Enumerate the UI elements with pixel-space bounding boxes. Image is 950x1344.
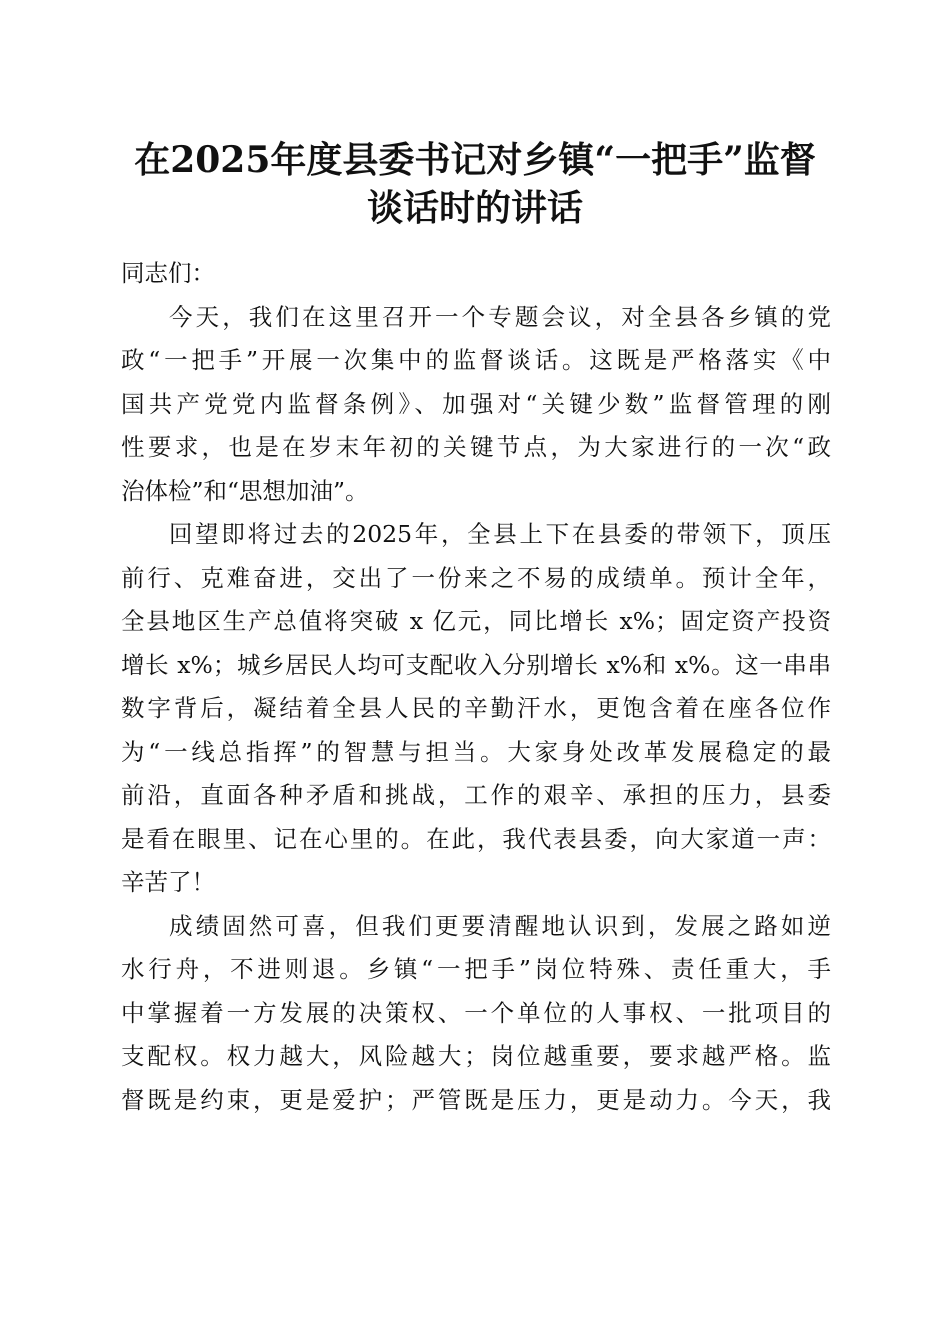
paragraph-1 <box>121 296 831 514</box>
paragraph-line: 政“一把手”开展一次集中的监督谈话。这既是严格落实《中 <box>121 346 831 374</box>
paragraph-2 <box>121 513 831 905</box>
paragraph-line: 性要求，也是在岁末年初的关键节点，为大家进行的一次“政 <box>121 433 831 461</box>
document-body <box>121 252 831 1122</box>
title-line-2: 谈话时的讲话 <box>366 187 583 229</box>
paragraph-line: 回望即将过去的2025年，全县上下在县委的带领下，顶压 <box>169 520 831 548</box>
paragraph-line: 前沿，直面各种矛盾和挑战，工作的艰辛、承担的压力，县委 <box>121 781 831 809</box>
paragraph-line: 前行、克难奋进，交出了一份来之不易的成绩单。预计全年， <box>121 563 831 592</box>
paragraph-line: 全县地区生产总值将突破 x 亿元，同比增长 x%；固定资产投资 <box>121 607 831 635</box>
paragraph-line: 为“一线总指挥”的智慧与担当。大家身处改革发展稳定的最 <box>121 737 831 766</box>
paragraph-line: 支配权。权力越大，风险越大；岗位越重要，要求越严格。监 <box>121 1042 831 1070</box>
paragraph-line: 治体检”和“思想加油”。 <box>121 476 369 505</box>
paragraph-line: 数字背后，凝结着全县人民的辛勤汗水，更饱含着在座各位作 <box>121 694 831 722</box>
paragraph-3 <box>121 905 831 1123</box>
paragraph-line: 中掌握着一方发展的决策权、一个单位的人事权、一批项目的 <box>121 998 831 1027</box>
paragraph-line: 今天，我们在这里召开一个专题会议，对全县各乡镇的党 <box>169 302 831 331</box>
document-title <box>100 136 850 232</box>
greeting: 同志们： <box>121 259 215 287</box>
paragraph-line: 辛苦了！ <box>121 868 215 896</box>
paragraph-line: 国共产党党内监督条例》、加强对“关键少数”监督管理的刚 <box>121 389 831 418</box>
paragraph-line: 水行舟，不进则退。乡镇“一把手”岗位特殊、责任重大，手 <box>121 955 831 983</box>
paragraph-line: 督既是约束，更是爱护；严管既是压力，更是动力。今天，我 <box>121 1085 831 1114</box>
paragraph-line: 成绩固然可喜，但我们更要清醒地认识到，发展之路如逆 <box>169 911 831 940</box>
paragraph-line: 是看在眼里、记在心里的。在此，我代表县委，向大家道一声： <box>121 824 831 853</box>
paragraph-line: 增长 x%；城乡居民人均可支配收入分别增长 x%和 x%。这一串串 <box>121 650 831 679</box>
title-line-1: 在2025年度县委书记对乡镇“一把手”监督 <box>134 139 816 181</box>
